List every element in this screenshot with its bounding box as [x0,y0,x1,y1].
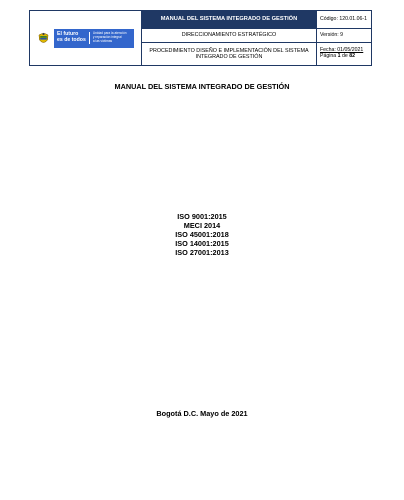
header-process: DIRECCIONAMIENTO ESTRATÉGICO [142,29,317,43]
page-prefix: Página [320,53,337,59]
brand-line-1: El futuro [57,31,79,38]
standard-item: ISO 27001:2013 [175,248,229,258]
header-title: MANUAL DEL SISTEMA INTEGRADO DE GESTIÓN [142,11,317,29]
standard-item: ISO 9001:2015 [177,212,227,221]
brand-banner [54,29,134,48]
colombia-coat-of-arms-icon [38,32,49,45]
standard-item: MECI 2014 [183,221,221,231]
document-version: Versión: 9 [317,29,372,43]
date-page-cell [317,43,372,66]
entity-name [90,32,127,43]
entity-line-3: a las víctimas [92,38,113,43]
header-procedure: PROCEDIMIENTO DISEÑO E IMPLEMENTACIÓN DEL SISTEMA INTEGRADO DE GESTIÓN [142,43,317,66]
standard-item: ISO 14001:2015 [175,239,229,249]
logo-cell [30,11,142,66]
document-title: MANUAL DEL SISTEMA INTEGRADO DE GESTIÓN [114,82,290,91]
brand-line-2: es de todos [57,37,86,43]
standards-list [0,212,404,258]
document-code: Código: 120.01.06-1 [317,11,372,29]
document-date: Fecha: 01/05/2021 [320,47,364,54]
brand-slogan [57,32,90,43]
entity-line-2: y reparación integral [92,35,122,40]
page-counter [320,54,369,60]
logo [30,11,141,65]
entity-line-1: Unidad para la atención [92,31,127,36]
page-of: de [341,53,348,59]
standard-item: ISO 45001:2018 [175,230,229,240]
page-number: 1 [337,53,341,59]
page-total: 82 [349,53,355,59]
document-header [29,10,372,66]
place-date: Bogotá D.C. Mayo de 2021 [156,409,248,418]
